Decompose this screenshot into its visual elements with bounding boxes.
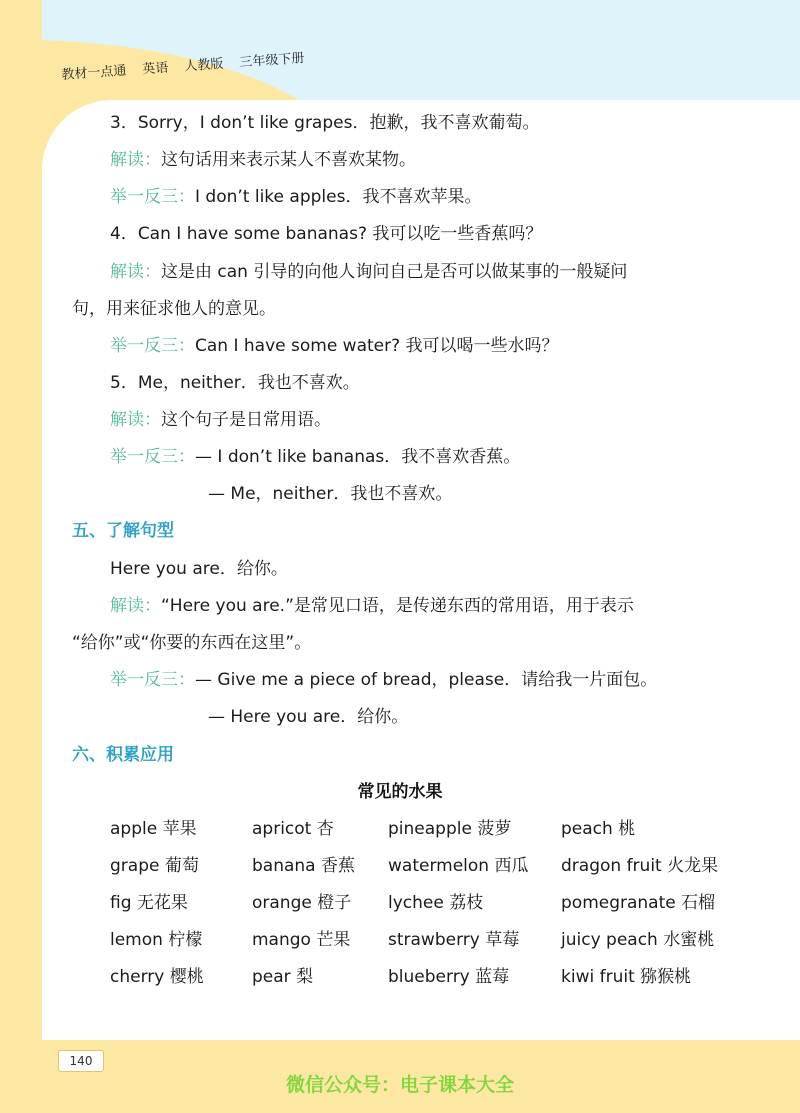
fruit-item: lychee 荔枝 bbox=[388, 893, 484, 913]
fruit-item: blueberry 蓝莓 bbox=[388, 967, 510, 987]
explanation-here-cont bbox=[72, 628, 311, 653]
practice-4 bbox=[110, 331, 559, 356]
line-text: — Give me a piece of bread，please．请给我一片面包。 bbox=[195, 670, 658, 690]
header-grade: 三年级下册 bbox=[238, 51, 305, 71]
explanation-tag: 解读： bbox=[110, 150, 161, 170]
header-book: 教材一点通 bbox=[60, 63, 127, 83]
practice-tag: 举一反三： bbox=[110, 187, 195, 207]
line-text: — Me，neither．我也不喜欢。 bbox=[208, 484, 453, 504]
header-subject: 英语 bbox=[141, 60, 169, 78]
sentence-here-you-are bbox=[110, 554, 288, 579]
practice-tag: 举一反三： bbox=[110, 336, 195, 356]
explanation-here bbox=[110, 591, 634, 616]
explanation-3 bbox=[110, 145, 416, 170]
fruit-item: pear 梨 bbox=[252, 967, 314, 987]
fruit-item: grape 葡萄 bbox=[110, 856, 199, 876]
line-text: — I don’t like bananas．我不喜欢香蕉。 bbox=[195, 447, 521, 467]
line-text: “Here you are.”是常见口语，是传递东西的常用语，用于表示 bbox=[161, 596, 634, 616]
line-text: 4．Can I have some bananas? 我可以吃一些香蕉吗？ bbox=[110, 224, 543, 244]
fruit-item: pineapple 菠萝 bbox=[388, 819, 512, 839]
line-text: 3．Sorry，I don’t like grapes．抱歉，我不喜欢葡萄。 bbox=[110, 113, 540, 133]
practice-5a bbox=[110, 442, 520, 467]
line-text: Here you are．给你。 bbox=[110, 559, 288, 579]
explanation-5 bbox=[110, 405, 331, 430]
section-heading-five: 五、了解句型 bbox=[72, 521, 174, 541]
fruit-item: strawberry 草莓 bbox=[388, 930, 520, 950]
fruit-item: apricot 杏 bbox=[252, 819, 334, 839]
explanation-tag: 解读： bbox=[110, 262, 161, 282]
practice-3 bbox=[110, 182, 481, 207]
practice-here-a bbox=[110, 665, 657, 690]
explanation-4 bbox=[110, 257, 627, 282]
page-number: 140 bbox=[58, 1050, 104, 1072]
line-text: 5．Me，neither．我也不喜欢。 bbox=[110, 373, 360, 393]
line-text: — Here you are．给你。 bbox=[208, 707, 409, 727]
sentence-4 bbox=[110, 219, 542, 244]
fruit-item: lemon 柠檬 bbox=[110, 930, 203, 950]
fruit-item: banana 香蕉 bbox=[252, 856, 355, 876]
fruit-item: pomegranate 石榴 bbox=[561, 893, 716, 913]
fruit-table-title: 常见的水果 bbox=[357, 782, 443, 802]
line-text: 句，用来征求他人的意见。 bbox=[72, 299, 276, 319]
line-text: I don’t like apples．我不喜欢苹果。 bbox=[195, 187, 482, 207]
fruit-item: watermelon 西瓜 bbox=[388, 856, 529, 876]
fruit-item: mango 芒果 bbox=[252, 930, 351, 950]
practice-here-b bbox=[208, 702, 408, 727]
line-text: 这句话用来表示某人不喜欢某物。 bbox=[161, 150, 416, 170]
fruit-item: cherry 樱桃 bbox=[110, 967, 204, 987]
explanation-tag: 解读： bbox=[110, 596, 161, 616]
line-text: “给你”或“你要的东西在这里”。 bbox=[72, 633, 312, 653]
fruit-item: fig 无花果 bbox=[110, 893, 188, 913]
sentence-5 bbox=[110, 368, 360, 393]
practice-5b bbox=[208, 479, 452, 504]
explanation-4-cont bbox=[72, 294, 276, 319]
fruit-item: kiwi fruit 猕猴桃 bbox=[561, 967, 692, 987]
line-text: Can I have some water? 我可以喝一些水吗？ bbox=[195, 336, 559, 356]
line-text: 这是由 can 引导的向他人询问自己是否可以做某事的一般疑问 bbox=[161, 262, 628, 282]
fruit-item: juicy peach 水蜜桃 bbox=[561, 930, 715, 950]
section-heading-six: 六、积累应用 bbox=[72, 745, 174, 765]
header-edition: 人教版 bbox=[183, 56, 224, 75]
watermark-text: 微信公众号：电子课本大全 bbox=[286, 1074, 515, 1096]
practice-tag: 举一反三： bbox=[110, 447, 195, 467]
line-text: 这个句子是日常用语。 bbox=[161, 410, 331, 430]
fruit-item: apple 苹果 bbox=[110, 819, 197, 839]
sentence-3 bbox=[110, 108, 539, 133]
fruit-item: orange 橙子 bbox=[252, 893, 352, 913]
fruit-item: peach 桃 bbox=[561, 819, 636, 839]
fruit-item: dragon fruit 火龙果 bbox=[561, 856, 719, 876]
explanation-tag: 解读： bbox=[110, 410, 161, 430]
practice-tag: 举一反三： bbox=[110, 670, 195, 690]
